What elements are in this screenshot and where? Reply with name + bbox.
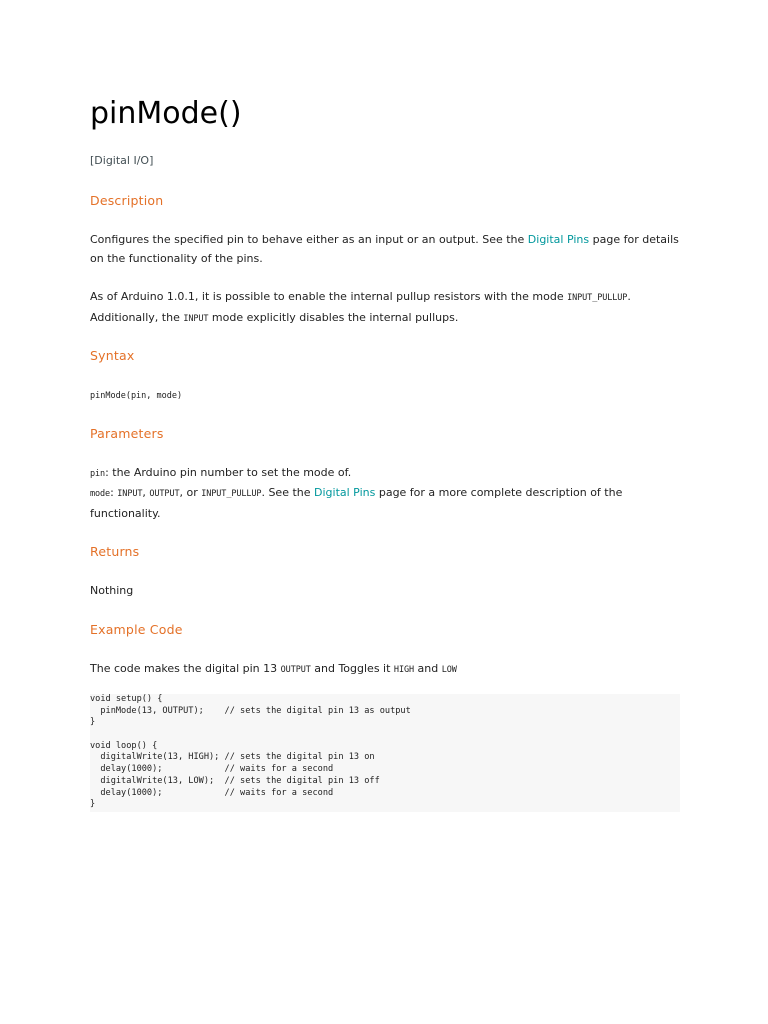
code-line: digitalWrite(13, LOW); // sets the digital pin 13 off — [90, 775, 380, 786]
mode-option-input: INPUT — [117, 489, 143, 499]
code-line — [90, 729, 680, 741]
param-description: . See the — [261, 486, 315, 499]
mode-option-output: OUTPUT — [149, 489, 180, 499]
description-text: mode explicitly disables the internal pullups. — [208, 311, 459, 324]
param-name-mode: mode — [90, 489, 111, 499]
inline-code-low: LOW — [441, 665, 457, 675]
category-label: [Digital I/O] — [90, 154, 154, 167]
description-text: As of Arduino 1.0.1, it is possible to enable the internal pullup resistors with the mode — [90, 290, 568, 303]
param-name-pin: pin — [90, 469, 106, 479]
code-line: digitalWrite(13, HIGH); // sets the digital pin 13 on — [90, 752, 375, 763]
description-text: Configures the specified pin to behave either as an input or an output. See the — [90, 233, 528, 246]
code-line: } — [90, 717, 96, 728]
code-line: delay(1000); // waits for a second — [90, 764, 334, 775]
syntax-heading: Syntax — [90, 348, 135, 363]
separator-text: , or — [179, 486, 202, 499]
description-text: . Additionally, the — [90, 290, 631, 324]
inline-code-input-pullup: INPUT_PULLUP — [567, 293, 628, 303]
inline-code-output: OUTPUT — [280, 665, 311, 675]
example-code-block[interactable] — [90, 694, 680, 812]
code-line: } — [90, 799, 96, 810]
example-code-heading: Example Code — [90, 622, 183, 637]
digital-pins-link[interactable]: Digital Pins — [314, 486, 376, 499]
example-intro — [90, 659, 680, 680]
separator-text: : — [110, 486, 118, 499]
param-description: page for a more complete description of the functionality. — [90, 486, 623, 520]
description-text: page for details on the functionality of the pins. — [90, 233, 679, 265]
example-intro-text: and Toggles it — [310, 662, 394, 675]
code-line: void setup() { — [90, 694, 163, 704]
example-intro-text: and — [414, 662, 442, 675]
code-line: void loop() { — [90, 740, 158, 751]
inline-code-input: INPUT — [183, 314, 209, 324]
example-intro-text: The code makes the digital pin 13 — [90, 662, 281, 675]
description-heading: Description — [90, 193, 164, 208]
description-paragraph-1 — [90, 230, 680, 268]
mode-option-input-pullup: INPUT_PULLUP — [201, 489, 262, 499]
code-line: delay(1000); // waits for a second — [90, 787, 334, 798]
parameters-heading: Parameters — [90, 426, 164, 441]
param-description: : the Arduino pin number to set the mode of. — [105, 466, 352, 479]
digital-pins-link[interactable]: Digital Pins — [527, 233, 590, 246]
syntax-code: pinMode(pin, mode) — [90, 391, 183, 401]
description-paragraph-2 — [90, 287, 680, 329]
parameter-pin — [90, 463, 680, 484]
code-line: pinMode(13, OUTPUT); // sets the digital pin 13 as output — [90, 705, 411, 716]
inline-code-high: HIGH — [393, 665, 414, 675]
returns-heading: Returns — [90, 544, 140, 559]
page-title: pinMode() — [90, 96, 242, 131]
returns-text: Nothing — [90, 584, 134, 597]
separator-text: , — [142, 486, 150, 499]
parameter-mode — [90, 483, 680, 523]
